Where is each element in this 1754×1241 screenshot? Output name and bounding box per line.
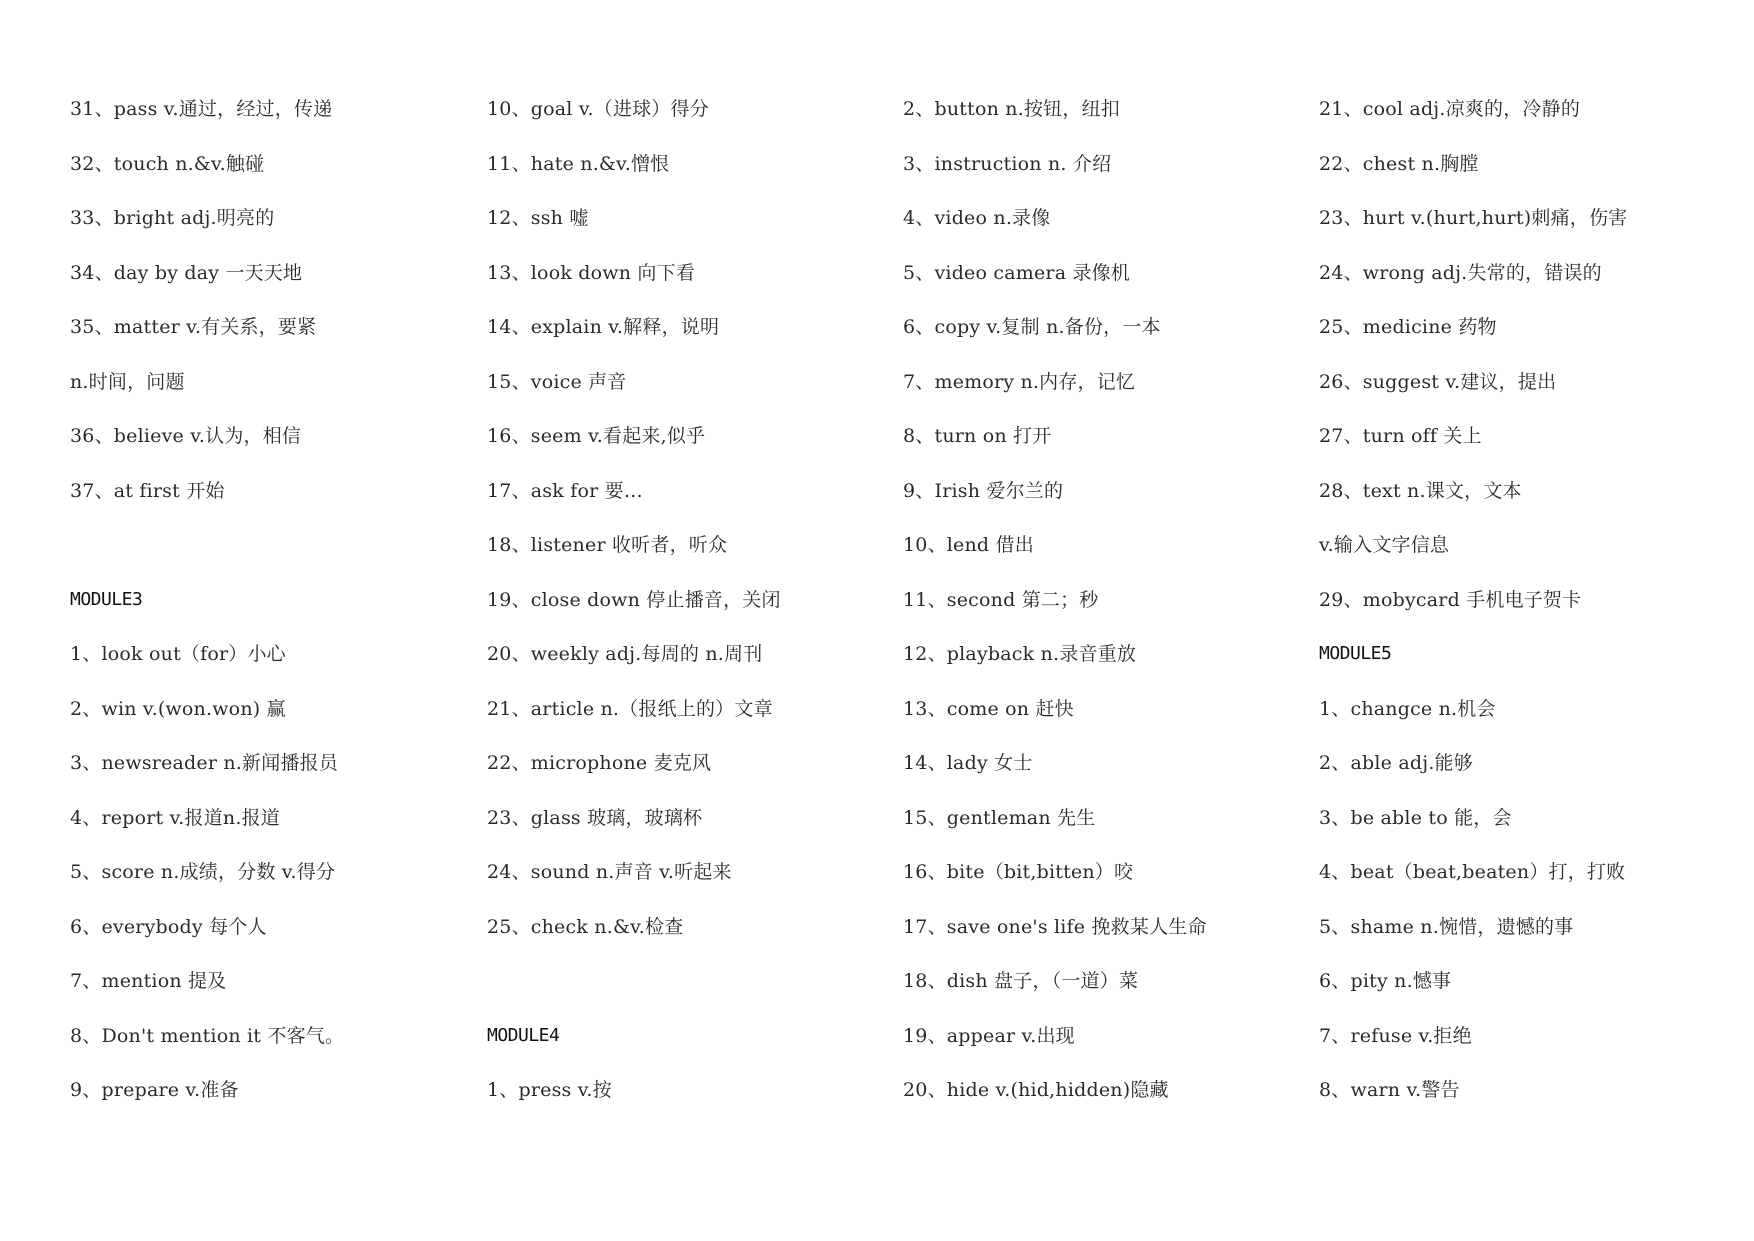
module-heading: MODULE4 (487, 1024, 560, 1046)
vocab-line: 18、dish 盘子，（一道）菜 (903, 970, 1139, 992)
vocab-line: 36、believe v.认为，相信 (70, 425, 302, 447)
blank-line (70, 533, 344, 588)
vocab-line: 13、come on 赶快 (903, 697, 1074, 720)
vocab-line: v.输入文字信息 (1319, 534, 1450, 556)
vocab-line: 32、touch n.&v.触碰 (70, 152, 265, 175)
vocab-line: 2、button n.按钮，纽扣 (903, 98, 1120, 120)
vocab-line: 35、matter v.有关系，要紧 (70, 316, 317, 338)
column-1 (70, 97, 344, 1133)
vocab-line: 27、turn off 关上 (1319, 425, 1482, 447)
vocab-line: 7、refuse v.拒绝 (1319, 1024, 1472, 1047)
vocab-line: 25、check n.&v.检查 (487, 915, 684, 938)
vocab-line: 24、wrong adj.失常的，错误的 (1319, 261, 1602, 284)
vocab-line: 24、sound n.声音 v.听起来 (487, 861, 732, 883)
vocab-line: 3、instruction n. 介绍 (903, 152, 1112, 175)
column-4 (1319, 97, 1627, 1133)
vocab-line: 4、report v.报道n.报道 (70, 806, 280, 829)
vocab-line: 14、explain v.解释，说明 (487, 316, 720, 338)
vocab-line: 2、able adj.能够 (1319, 752, 1473, 774)
vocab-line: 22、microphone 麦克风 (487, 752, 712, 774)
vocab-line: 21、article n.（报纸上的）文章 (487, 697, 773, 720)
vocab-line: 8、warn v.警告 (1319, 1079, 1460, 1101)
vocab-line: 2、win v.(won.won) 赢 (70, 697, 286, 720)
vocab-line: 3、be able to 能，会 (1319, 806, 1512, 829)
vocab-line: 5、score n.成绩，分数 v.得分 (70, 861, 336, 883)
vocab-line: 26、suggest v.建议，提出 (1319, 370, 1557, 393)
vocab-line: 9、Irish 爱尔兰的 (903, 479, 1064, 502)
vocab-line: 1、changce n.机会 (1319, 697, 1496, 720)
vocab-line: 23、glass 玻璃，玻璃杯 (487, 806, 703, 829)
vocab-line: 37、at first 开始 (70, 479, 225, 502)
vocab-line: 10、goal v.（进球）得分 (487, 98, 709, 120)
vocab-line: 31、pass v.通过，经过，传递 (70, 98, 333, 120)
vocab-line: 17、ask for 要… (487, 479, 644, 502)
vocab-line: 11、hate n.&v.憎恨 (487, 152, 670, 175)
vocab-line: 8、Don't mention it 不客气。 (70, 1024, 345, 1047)
vocab-line: 25、medicine 药物 (1319, 316, 1497, 338)
vocab-line: 3、newsreader n.新闻播报员 (70, 752, 339, 774)
vocab-line: 1、look out（for）小心 (70, 643, 286, 665)
vocab-line: 7、memory n.内存，记忆 (903, 370, 1136, 393)
blank-line (487, 969, 781, 1024)
vocab-line: 28、text n.课文，文本 (1319, 479, 1522, 502)
vocab-line: 12、ssh 嘘 (487, 207, 589, 229)
vocab-line: 19、close down 停止播音，关闭 (487, 588, 781, 611)
vocab-line: 20、weekly adj.每周的 n.周刊 (487, 643, 763, 665)
vocab-line: 21、cool adj.凉爽的，冷静的 (1319, 98, 1581, 120)
vocab-line: 15、voice 声音 (487, 370, 627, 393)
vocab-line: 29、mobycard 手机电子贺卡 (1319, 588, 1582, 611)
vocab-line: 14、lady 女士 (903, 752, 1033, 774)
vocab-line: 9、prepare v.准备 (70, 1079, 239, 1101)
module-heading: MODULE3 (70, 588, 143, 610)
vocab-line: 33、bright adj.明亮的 (70, 207, 275, 229)
vocab-line: 4、video n.录像 (903, 207, 1051, 229)
vocab-line: 8、turn on 打开 (903, 425, 1052, 447)
vocab-line: 11、second 第二；秒 (903, 588, 1099, 611)
vocab-line: 19、appear v.出现 (903, 1024, 1075, 1047)
vocab-line: 34、day by day 一天天地 (70, 261, 303, 284)
vocab-line: 4、beat（beat,beaten）打，打败 (1319, 861, 1626, 883)
vocab-line: 1、press v.按 (487, 1079, 612, 1101)
vocab-line: 16、bite（bit,bitten）咬 (903, 861, 1134, 883)
vocab-line: 7、mention 提及 (70, 970, 227, 992)
vocab-line: 6、pity n.憾事 (1319, 970, 1452, 992)
vocab-line: 15、gentleman 先生 (903, 806, 1096, 829)
vocab-line: 6、copy v.复制 n.备份，一本 (903, 316, 1161, 338)
module-heading: MODULE5 (1319, 643, 1392, 664)
column-2 (487, 97, 781, 1133)
vocab-line: 6、everybody 每个人 (70, 915, 267, 938)
vocab-line: 20、hide v.(hid,hidden)隐藏 (903, 1079, 1169, 1101)
vocab-line: 16、seem v.看起来,似乎 (487, 425, 706, 447)
vocab-line: 5、video camera 录像机 (903, 261, 1131, 284)
vocab-line: 17、save one's life 挽救某人生命 (903, 915, 1207, 938)
vocab-line: 23、hurt v.(hurt,hurt)刺痛，伤害 (1319, 207, 1628, 229)
vocab-line: n.时间，问题 (70, 370, 185, 393)
column-3 (903, 97, 1207, 1133)
vocab-line: 10、lend 借出 (903, 534, 1034, 556)
vocab-line: 18、listener 收听者，听众 (487, 534, 728, 556)
vocab-line: 22、chest n.胸膛 (1319, 152, 1479, 175)
vocab-line: 5、shame n.惋惜，遗憾的事 (1319, 915, 1574, 938)
vocab-line: 13、look down 向下看 (487, 261, 696, 284)
vocab-line: 12、playback n.录音重放 (903, 643, 1137, 665)
